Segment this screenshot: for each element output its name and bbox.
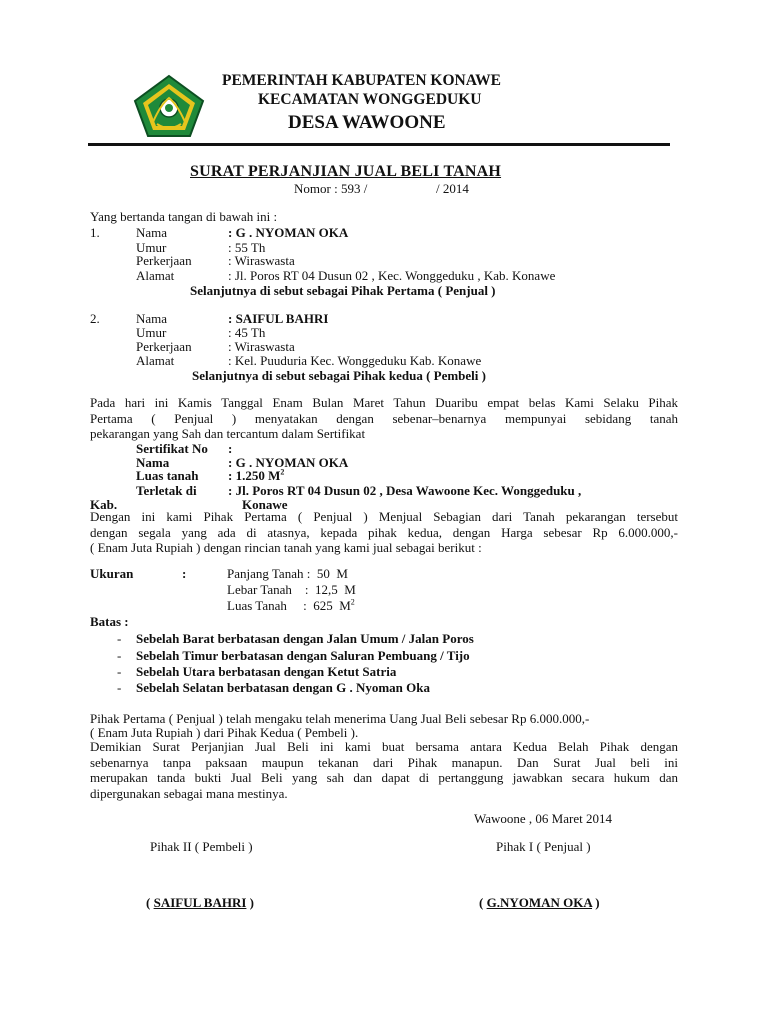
header-village: DESA WAWOONE (288, 112, 446, 133)
closing-paragraph (90, 739, 678, 801)
party1-name-label: Nama (136, 225, 168, 240)
buyer-signature-name (146, 895, 254, 911)
certificate-name-value: : G . NYOMAN OKA (228, 455, 349, 470)
party1-role: Selanjutnya di sebut sebagai Pihak Pertama ( Penjual ) (190, 283, 496, 298)
closing-line-1: Demikian Surat Perjanjian Jual Beli ini kami buat bersama antara Kedua Belah Pihak dengan (90, 739, 678, 754)
party1-age-value: : 55 Th (228, 240, 266, 255)
party1-address-value: : Jl. Poros RT 04 Dusun 02 , Kec. Wonggeduku , Kab. Konawe (228, 268, 556, 283)
boundary-east: Sebelah Timur berbatasan dengan Saluran Pembuang / Tijo (136, 648, 470, 663)
boundary-bullet: - (117, 680, 122, 695)
seller-bracket-close: ) (595, 895, 600, 910)
party2-address-value: : Kel. Puuduria Kec. Wonggeduku Kab. Konawe (228, 353, 482, 368)
buyer-bracket-close: ) (249, 895, 255, 910)
party1-job-label: Perkerjaan (136, 253, 192, 268)
size-label: Ukuran (90, 566, 134, 581)
party2-name-value: : SAIFUL BAHRI (228, 311, 329, 326)
party1-age-label: Umur (136, 240, 167, 255)
size-area-number: Luas Tanah : 625 M (227, 598, 351, 613)
boundaries-label: Batas : (90, 614, 129, 629)
party1-number: 1. (90, 225, 100, 240)
certificate-regency-label: Kab. (90, 497, 118, 512)
boundary-bullet: - (117, 631, 122, 646)
party2-role: Selanjutnya di sebut sebagai Pihak kedua ( Pembeli ) (192, 368, 486, 383)
size-area (227, 598, 355, 614)
boundary-bullet: - (117, 664, 122, 679)
certificate-location-value: : Jl. Poros RT 04 Dusun 02 , Desa Wawoone Kec. Wonggeduku , (228, 483, 582, 498)
opening-line-3: pekarangan yang Sah dan tercantum dalam Sertifikat (90, 426, 366, 441)
buyer-role: Pihak II ( Pembeli ) (150, 839, 253, 854)
seller-bracket-open: ( (479, 895, 484, 910)
header-district: KECAMATAN WONGGEDUKU (258, 91, 482, 108)
kabupaten-emblem-logo (133, 74, 205, 138)
buyer-name: SAIFUL BAHRI (153, 895, 247, 910)
party2-address-label: Alamat (136, 353, 175, 368)
party2-name-label: Nama (136, 311, 168, 326)
party2-number: 2. (90, 311, 100, 326)
certificate-location-label: Terletak di (136, 483, 197, 498)
sale-line-1: Dengan ini kami Pihak Pertama ( Penjual ) Menjual Sebagian dari Tanah pekarangan tersebut (90, 509, 678, 524)
payment-line-1: Pihak Pertama ( Penjual ) telah mengaku telah menerima Uang Jual Beli sebesar Rp 6.000.000,- (90, 711, 590, 726)
party2-job-label: Perkerjaan (136, 339, 192, 354)
header-government: PEMERINTAH KABUPATEN KONAWE (222, 72, 502, 89)
header-divider (88, 143, 670, 146)
payment-line-2: ( Enam Juta Rupiah ) dari Pihak Kedua ( Pembeli ). (90, 725, 359, 740)
party1-job-value: : Wiraswasta (228, 253, 295, 268)
size-length: Panjang Tanah : 50 M (227, 566, 348, 581)
sale-line-2: dengan segala yang ada di atasnya, kepada pihak kedua, dengan Harga sebesar Rp 6.000.000,- (90, 524, 678, 540)
buyer-bracket-open: ( (146, 895, 151, 910)
size-area-superscript: 2 (350, 597, 355, 607)
opening-paragraph (90, 395, 678, 442)
certificate-area-value (228, 468, 284, 484)
seller-signature-name (479, 895, 600, 911)
boundary-north: Sebelah Utara berbatasan dengan Ketut Satria (136, 664, 397, 679)
place-date: Wawoone , 06 Maret 2014 (474, 811, 612, 826)
closing-line-4: dipergunakan sebagai mana mestinya. (90, 785, 288, 801)
party1-name-value: : G . NYOMAN OKA (228, 225, 349, 240)
document-number: Nomor : 593 / (294, 181, 368, 196)
certificate-name-label: Nama (136, 455, 170, 470)
closing-line-2: sebenarnya tanpa paksaan maupun tekanan dari Pihak manapun. Dan Surat Jual beli ini (90, 754, 678, 770)
boundary-west: Sebelah Barat berbatasan dengan Jalan Umum / Jalan Poros (136, 631, 474, 646)
intro-text: Yang bertanda tangan di bawah ini : (90, 209, 278, 224)
certificate-area-superscript: 2 (280, 467, 285, 477)
opening-line-1: Pada hari ini Kamis Tanggal Enam Bulan Maret Tahun Duaribu empat belas Kami Selaku Pihak (90, 395, 678, 410)
party1-address-label: Alamat (136, 268, 175, 283)
sale-line-3: ( Enam Juta Rupiah ) dengan rincian tanah yang kami jual sebagai berikut : (90, 540, 482, 555)
certificate-area-number: : 1.250 M (228, 468, 281, 483)
document-number-year: / 2014 (436, 181, 469, 196)
certificate-no-label: Sertifikat No (136, 441, 208, 456)
size-width: Lebar Tanah : 12,5 M (227, 582, 356, 597)
sale-paragraph (90, 509, 678, 556)
boundary-south: Sebelah Selatan berbatasan dengan G . Nyoman Oka (136, 680, 430, 695)
boundary-bullet: - (117, 648, 122, 663)
party2-age-value: : 45 Th (228, 325, 266, 340)
certificate-no-value: : (228, 441, 233, 456)
certificate-regency-value: Konawe (242, 497, 288, 512)
opening-line-2: Pertama ( Penjual ) menyatakan dengan sebenar–benarnya mempunyai sebidang tanah (90, 410, 678, 426)
seller-role: Pihak I ( Penjual ) (496, 839, 591, 854)
closing-line-3: merupakan tanda bukti Jual Beli yang sah dan dapat di pertanggung jawabkan secara hukum dan (90, 770, 678, 785)
document-title: SURAT PERJANJIAN JUAL BELI TANAH (190, 163, 502, 180)
certificate-area-label: Luas tanah (136, 468, 199, 483)
size-colon: : (182, 566, 187, 581)
seller-name: G.NYOMAN OKA (486, 895, 593, 910)
party2-age-label: Umur (136, 325, 167, 340)
party2-job-value: : Wiraswasta (228, 339, 295, 354)
